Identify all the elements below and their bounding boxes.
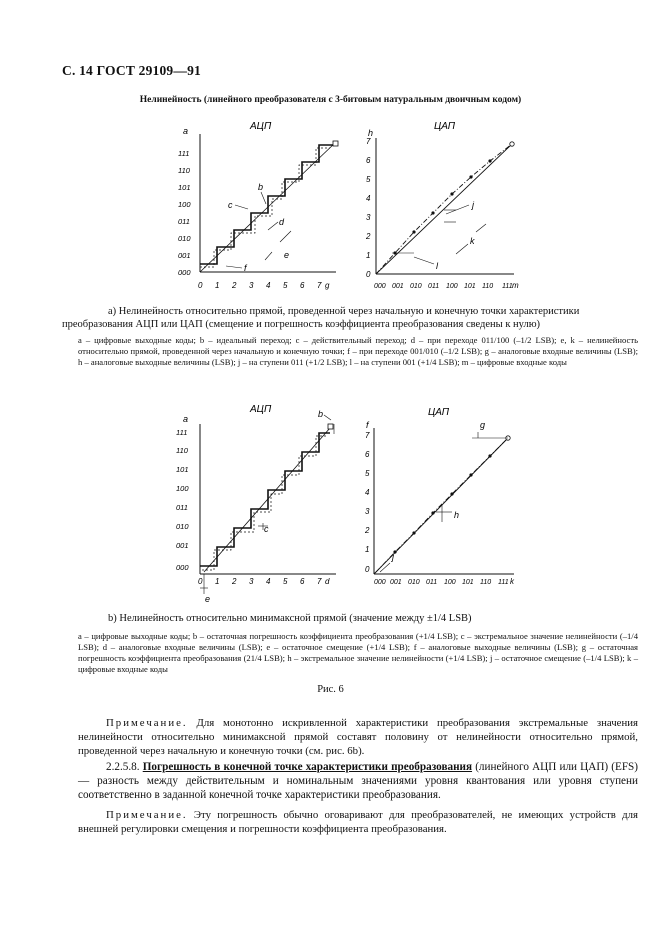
x-tick: 011	[426, 579, 438, 586]
y-tick: 100	[178, 200, 191, 209]
dac-title: ЦАП	[428, 407, 449, 418]
endpoint-line	[376, 144, 512, 274]
x-tick: 0	[198, 577, 203, 586]
y-axis-letter: a	[183, 414, 189, 424]
dac-title: ЦАП	[434, 121, 455, 132]
minimax-line	[374, 438, 508, 574]
panel-a-caption: а) Нелинейность относительно прямой, проведенной через начальную и конечную точки характеристики преобразования АЦП или ЦАП (смещение и погрешность коэффициента преобразования сведены к нулю)	[62, 306, 580, 330]
x-axis-end-letter: m	[512, 281, 519, 290]
y-tick: 000	[178, 268, 191, 277]
x-tick: 100	[444, 579, 456, 586]
y-tick: 6	[365, 450, 370, 459]
x-tick: 110	[480, 579, 492, 586]
y-tick: 101	[178, 183, 191, 192]
y-axis-letter: a	[183, 126, 189, 136]
x-tick: 1	[215, 577, 220, 586]
x-tick: 000	[374, 579, 386, 586]
marker-h: h	[454, 510, 460, 520]
note-1-label: Примечание.	[106, 717, 188, 729]
y-tick: 011	[176, 503, 188, 512]
x-tick-labels	[198, 281, 330, 290]
y-tick: 5	[365, 469, 370, 478]
x-tick: 001	[390, 579, 402, 586]
marker-b: b	[318, 409, 324, 419]
x-tick: 7	[317, 577, 322, 586]
x-tick: 000	[374, 283, 386, 290]
y-tick-labels	[176, 428, 189, 572]
panel-a-legend: а – цифровые выходные коды; b – идеальный переход; c – действительный переход; d – при переходе 011/100 (–1/2 LSB); e, k – нелинейность относительно прямой, проведенной через начальную и конечную точки; f – при переходе 001/010 (–1/2 LSB); g – аналоговые входные величины (LSB); h – аналоговые выходные величины (LSB); j – на ступени 011 (+1/2 LSB); l – на ступени 001 (+1/4 LSB); m – цифровые входные коды	[78, 335, 638, 367]
note-2-label: Примечание.	[106, 809, 188, 821]
actual-transition-staircase	[200, 433, 330, 566]
y-tick: 100	[176, 484, 189, 493]
panel-b-dac-chart	[352, 398, 532, 598]
y-tick: 110	[178, 166, 190, 175]
x-tick: 0	[198, 281, 203, 290]
y-tick: 4	[366, 194, 371, 203]
y-tick-labels	[365, 137, 371, 279]
section-2-2-5-8	[78, 760, 638, 802]
y-axis-letter: f	[366, 420, 369, 430]
marker-k: k	[470, 236, 475, 246]
x-tick: 100	[446, 283, 458, 290]
y-tick: 7	[365, 431, 370, 440]
x-axis-end-letter: k	[510, 577, 514, 586]
y-tick: 010	[176, 522, 189, 531]
y-tick: 0	[365, 565, 370, 574]
y-tick: 000	[176, 563, 189, 572]
note-2	[78, 808, 638, 836]
x-tick: 101	[464, 283, 476, 290]
x-tick: 111	[502, 283, 513, 290]
y-tick: 001	[176, 541, 189, 550]
x-tick-labels	[374, 281, 519, 290]
page-header: С. 14 ГОСТ 29109—91	[62, 63, 201, 78]
x-tick: 001	[392, 283, 404, 290]
note-1-text: Для монотонно искривленной характеристики преобразования экстремальные значения нелинейности относительно минимаксной прямой составят половину от нелинейности относительно прямой, проведенной через начальную и конечную точки (см. рис. 6b).	[78, 717, 638, 757]
y-axis-letter: h	[368, 128, 374, 138]
marker-l: l	[436, 261, 438, 271]
y-tick: 111	[176, 428, 188, 437]
adc-title: АЦП	[250, 404, 272, 415]
x-tick: 5	[283, 577, 288, 586]
data-points	[393, 159, 491, 254]
x-tick: 2	[232, 577, 237, 586]
marker-e: e	[205, 594, 211, 604]
marker-c: c	[228, 200, 233, 210]
panel-b-legend: а – цифровые выходные коды; b – остаточная погрешность коэффициента преобразования (+1/4 LSB); c – экстремальное значение нелинейности (–1/4 LSB); d – аналоговые входные величины (LSB); e – остаточное смещение (+1/4 LSB); f – аналоговые выходные величины (LSB); g – остаточная погрешность коэффициента преобразования (21/4 LSB); h – экстремальное значение нелинейности (+1/4 LSB); j – остаточное смещение (–1/4 LSB); k – цифровые входные коды	[78, 631, 638, 674]
x-tick: 3	[249, 577, 254, 586]
x-tick: 5	[283, 281, 288, 290]
x-tick: 6	[300, 281, 305, 290]
panel-a-adc-chart	[160, 112, 350, 292]
x-tick: 3	[249, 281, 254, 290]
y-tick: 5	[366, 175, 371, 184]
y-tick: 0	[366, 270, 371, 279]
end-point-marker	[333, 141, 338, 146]
x-tick: 110	[482, 283, 494, 290]
panel-b-adc-chart	[160, 398, 350, 608]
y-tick: 111	[178, 149, 190, 158]
y-tick: 6	[366, 156, 371, 165]
x-tick: 2	[232, 281, 237, 290]
section-number: 2.2.5.8.	[106, 761, 140, 773]
figure-title: Нелинейность (линейного преобразователя с 3-битовым натуральным двоичным кодом)	[139, 95, 522, 105]
y-tick: 2	[366, 232, 371, 241]
note-2-text: Эту погрешность обычно оговаривают для преобразователей, не имеющих устройств для внешней регулировки смещения и погрешности коэффициента преобразования.	[78, 809, 638, 835]
adc-title: АЦП	[250, 121, 272, 132]
x-tick: 010	[408, 579, 420, 586]
x-tick: 010	[410, 283, 422, 290]
figure-label: Рис. 6	[317, 684, 344, 695]
x-tick: 7	[317, 281, 322, 290]
marker-e: e	[284, 250, 290, 260]
note-1	[78, 716, 638, 758]
panel-a-dac-chart	[352, 112, 532, 292]
y-tick: 010	[178, 234, 191, 243]
section-text: (линейного АЦП или ЦАП) (EFS) — разность между действительным и номинальным значениями уровня квантования или уровня ступени соответственно в заданной конечной точке характеристики преобразования.	[78, 761, 638, 801]
y-tick-labels	[178, 149, 191, 277]
x-tick: 4	[266, 577, 271, 586]
x-tick: 101	[462, 579, 474, 586]
ideal-transition-staircase	[202, 436, 328, 570]
x-tick: 1	[215, 281, 220, 290]
marker-c: c	[264, 524, 269, 534]
y-tick: 101	[176, 465, 189, 474]
actual-transition-staircase	[200, 145, 336, 264]
x-axis-end-letter: d	[325, 577, 330, 586]
x-axis-end-letter: g	[325, 281, 330, 290]
x-tick-labels	[198, 577, 330, 586]
y-tick: 001	[178, 251, 191, 260]
marker-j: j	[472, 200, 474, 210]
marker-g: g	[480, 420, 486, 430]
end-point-marker	[328, 424, 333, 429]
x-tick: 111	[498, 579, 509, 586]
marker-f: f	[244, 263, 247, 273]
y-tick-labels	[364, 431, 370, 574]
y-tick: 3	[366, 213, 371, 222]
y-tick: 110	[176, 446, 188, 455]
y-tick: 011	[178, 217, 190, 226]
x-tick: 6	[300, 577, 305, 586]
minimax-line	[204, 428, 330, 572]
panel-b-caption: b) Нелинейность относительно минимаксной прямой (значение между ±1/4 LSB)	[108, 613, 472, 624]
y-tick: 3	[365, 507, 370, 516]
marker-b: b	[258, 182, 264, 192]
x-tick: 011	[428, 283, 440, 290]
y-tick: 1	[366, 251, 371, 260]
section-title: Погрешность в конечной точке характеристики преобразования	[142, 761, 473, 773]
endpoint-line	[200, 142, 336, 272]
y-tick: 7	[366, 137, 371, 146]
y-tick: 2	[365, 526, 370, 535]
marker-d: d	[279, 217, 285, 227]
y-tick: 4	[365, 488, 370, 497]
end-point-marker	[510, 142, 514, 146]
x-tick-labels	[374, 577, 515, 586]
y-tick: 1	[365, 545, 370, 554]
marker-j: j	[392, 552, 394, 562]
x-tick: 4	[266, 281, 271, 290]
